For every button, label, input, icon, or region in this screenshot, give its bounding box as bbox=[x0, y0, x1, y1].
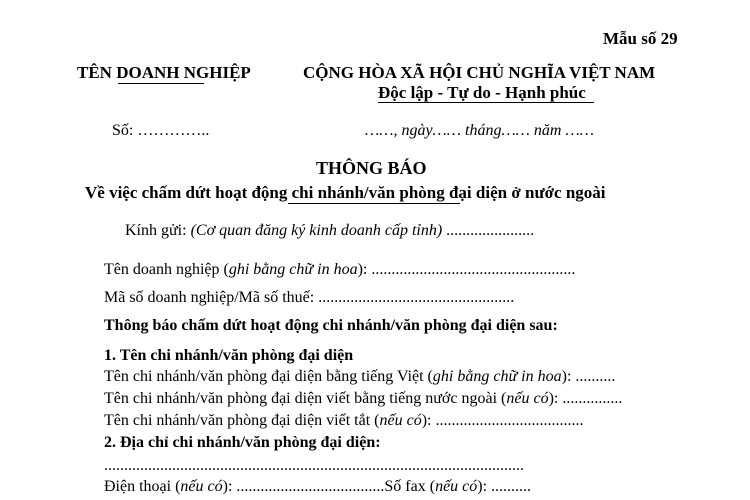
branch-name-abbr-dots: ): ..................................... bbox=[421, 412, 584, 429]
notice-heading: Thông báo chấm dứt hoạt động chi nhánh/văn phòng đại diện sau: bbox=[104, 317, 558, 334]
phone-dots: ): ..................................... bbox=[222, 478, 385, 495]
company-name-line bbox=[104, 262, 575, 278]
motto: Độc lập - Tự do - Hạnh phúc bbox=[378, 83, 586, 102]
company-underline bbox=[118, 83, 204, 84]
recipient-dots: ...................... bbox=[442, 222, 535, 239]
branch-name-abbr-note: nếu có bbox=[379, 412, 422, 429]
fax-note: nếu có bbox=[435, 478, 478, 495]
section2-heading: 2. Địa chỉ chi nhánh/văn phòng đại diện: bbox=[104, 434, 381, 451]
document-number: Số: ………….. bbox=[112, 122, 210, 139]
branch-name-foreign-line bbox=[104, 391, 622, 407]
subject-underline bbox=[288, 203, 460, 204]
form-number: Mẫu số 29 bbox=[603, 29, 678, 48]
republic-title: CỘNG HÒA XÃ HỘI CHỦ NGHĨA VIỆT NAM bbox=[303, 63, 656, 82]
recipient-value: (Cơ quan đăng ký kinh doanh cấp tỉnh) bbox=[190, 222, 443, 239]
branch-name-vn-dots: ): .......... bbox=[561, 368, 616, 385]
branch-name-foreign-dots: ): ............... bbox=[548, 390, 623, 407]
recipient-label: Kính gửi: bbox=[125, 222, 191, 239]
place-date: ……, ngày…… tháng…… năm …… bbox=[365, 122, 594, 139]
branch-name-foreign-note: nếu có bbox=[506, 390, 549, 407]
company-name-dots: ): ................................................... bbox=[357, 261, 576, 278]
section1-heading: 1. Tên chi nhánh/văn phòng đại diện bbox=[104, 347, 354, 364]
branch-name-vn-note: ghi bằng chữ in hoa bbox=[432, 368, 562, 385]
company-name-label: Tên doanh nghiệp ( bbox=[104, 261, 229, 278]
tax-code-line: Mã số doanh nghiệp/Mã số thuế: ................................................. bbox=[104, 289, 515, 306]
phone-note: nếu có bbox=[180, 478, 223, 495]
company-name-note: ghi bằng chữ in hoa bbox=[228, 261, 358, 278]
notice-subject: Về việc chấm dứt hoạt động chi nhánh/văn phòng đại diện ở nước ngoài bbox=[85, 183, 606, 202]
branch-name-vn-line bbox=[104, 369, 615, 385]
company-label: TÊN DOANH NGHIỆP bbox=[77, 63, 251, 82]
branch-name-vn-label: Tên chi nhánh/văn phòng đại diện bằng tiếng Việt ( bbox=[104, 368, 433, 385]
branch-name-abbr-label: Tên chi nhánh/văn phòng đại diện viết tắt ( bbox=[104, 412, 380, 429]
recipient-line bbox=[125, 223, 534, 239]
notice-title: THÔNG BÁO bbox=[316, 158, 427, 178]
address-dots: ......................................................................................................... bbox=[104, 457, 524, 474]
fax-label: Số fax ( bbox=[384, 478, 436, 495]
fax-dots: ): .......... bbox=[477, 478, 532, 495]
phone-fax-line bbox=[104, 479, 531, 495]
phone-label: Điện thoại ( bbox=[104, 478, 181, 495]
motto-underline bbox=[378, 102, 594, 103]
branch-name-foreign-label: Tên chi nhánh/văn phòng đại diện viết bằng tiếng nước ngoài ( bbox=[104, 390, 507, 407]
branch-name-abbr-line bbox=[104, 413, 583, 429]
